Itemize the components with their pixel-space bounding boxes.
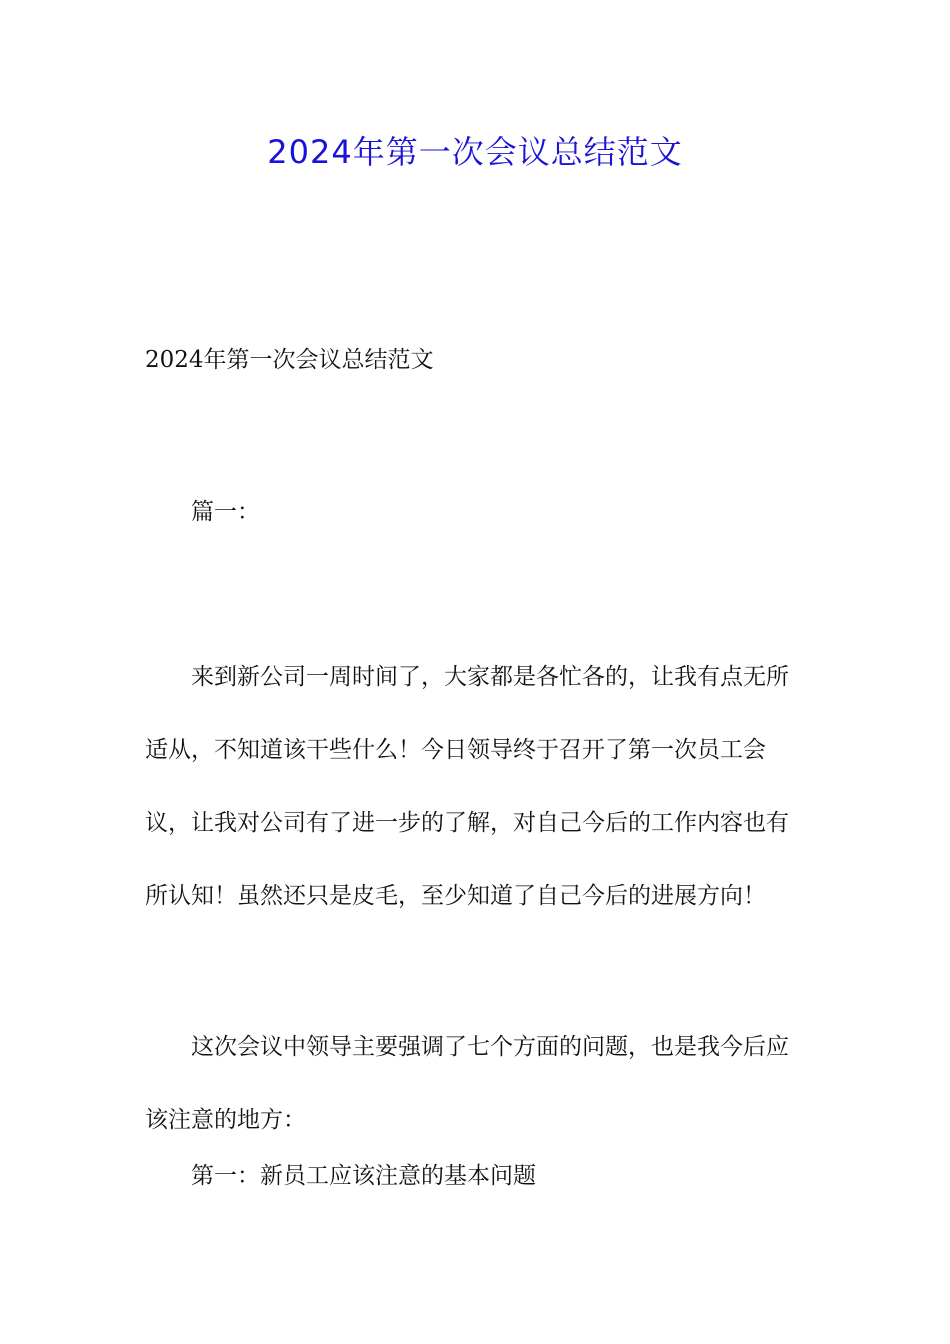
paragraph-meeting-points: 这次会议中领导主要强调了七个方面的问题，也是我今后应该注意的地方： — [145, 1034, 789, 1133]
document-title: 2024年第一次会议总结范文 — [267, 133, 683, 171]
paragraph-intro: 来到新公司一周时间了，大家都是各忙各的，让我有点无所适从，不知道该干些什么！今日领导终于召开了第一次员工会议，让我对公司有了进一步的了解，对自己今后的工作内容也有所认知！虽然还只是皮毛，至少知道了自己今后的进展方向！ — [145, 664, 789, 909]
section-label: 篇一： — [191, 499, 260, 525]
document-subtitle: 2024年第一次会议总结范文 — [145, 347, 434, 373]
paragraph-first-point: 第一：新员工应该注意的基本问题 — [191, 1163, 536, 1189]
